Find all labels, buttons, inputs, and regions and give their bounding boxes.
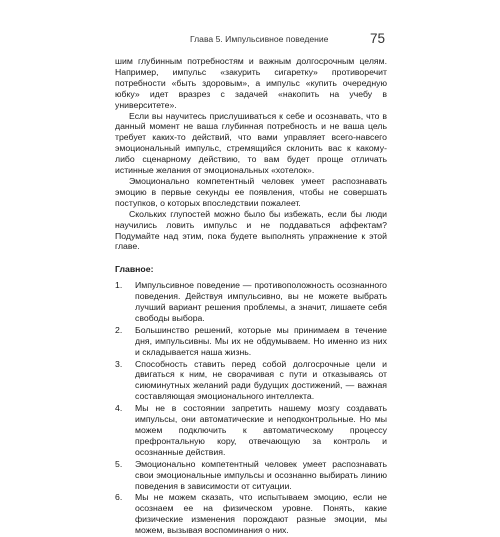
list-number: 6. [115, 492, 123, 503]
list-item [115, 492, 387, 536]
body-text [115, 56, 387, 537]
list-item-text: Импульсивное поведение — противоположность осознанного поведения. Действуя импульсивно, вы не можете выбрать лучший вариант решения проблемы, а значит, лишаете себя свободы выбора. [135, 280, 387, 323]
page-header [115, 31, 385, 48]
list-item-text: Большинство решений, которые мы принимаем в течение дня, импульсивны. Мы их не обдумываем. Но именно из них и складывается наша жизнь. [135, 324, 387, 357]
running-head: Глава 5. Импульсивное поведение [190, 34, 329, 44]
list-number: 3. [115, 358, 123, 369]
list-number: 4. [115, 403, 123, 414]
list-number: 2. [115, 324, 123, 335]
paragraph: шим глубинным потребностям и важным долгосрочным целям. Например, импульс «закурить сигаретку» противоречит потребности «быть здоровым», а импульс «купить очередную юбку» идет вразрез с задачей «накопить на учебу в университете». [115, 56, 387, 110]
list-item [115, 325, 387, 358]
paragraph: Эмоционально компетентный человек умеет распознавать эмоцию в первые секунды ее появления, чтобы не совершать поступков, о которых впоследствии пожалеет. [115, 175, 387, 208]
list-item [115, 359, 387, 403]
summary-heading: Главное: [115, 264, 154, 275]
list-number: 5. [115, 458, 123, 469]
page-number: 75 [369, 31, 385, 46]
list-item [115, 459, 387, 492]
summary-list [115, 280, 387, 536]
list-item [115, 403, 387, 458]
list-item-text: Мы не можем сказать, что испытываем эмоцию, если не осознаем ее на физическом уровне. Понять, какие физические изменения порождают разные эмоции, мы можем, вызывая воспоминания о них. [135, 492, 387, 536]
list-item-text: Эмоционально компетентный человек умеет распознавать свои эмоциональные импульсы и осознанно выбирать линию поведения в зависимости от ситуации. [135, 458, 387, 491]
list-item [115, 280, 387, 324]
list-item-text: Мы не в состоянии запретить нашему мозгу создавать импульсы, они автоматические и неподконтрольные. Но мы можем подключить к автоматическому процессу префронтальную кору, отвечающую за контроль и осознанные действия. [135, 403, 387, 457]
list-item-text: Способность ставить перед собой долгосрочные цели и двигаться к ним, не сворачивая с пути и отказываясь от сиюминутных желаний ради будущих достижений, — важная составляющая эмоционального интеллекта. [135, 358, 387, 402]
paragraph: Скольких глупостей можно было бы избежать, если бы люди научились ловить импульс и не поддаваться аффектам? Подумайте над этим, пока будете выполнять упражнение к этой главе. [115, 208, 387, 252]
paragraph: Если вы научитесь прислушиваться к себе и осознавать, что в данный момент не ваша глубинная потребность и не ваша цель требует каких-то действий, что вами управляет всего-навсего эмоциональный импульс, стремящийся склонить вас к какому-либо сценарному действию, то вам будет проще отличать истинные желания от эмоциональных «хотелок». [115, 110, 387, 176]
list-number: 1. [115, 280, 123, 291]
